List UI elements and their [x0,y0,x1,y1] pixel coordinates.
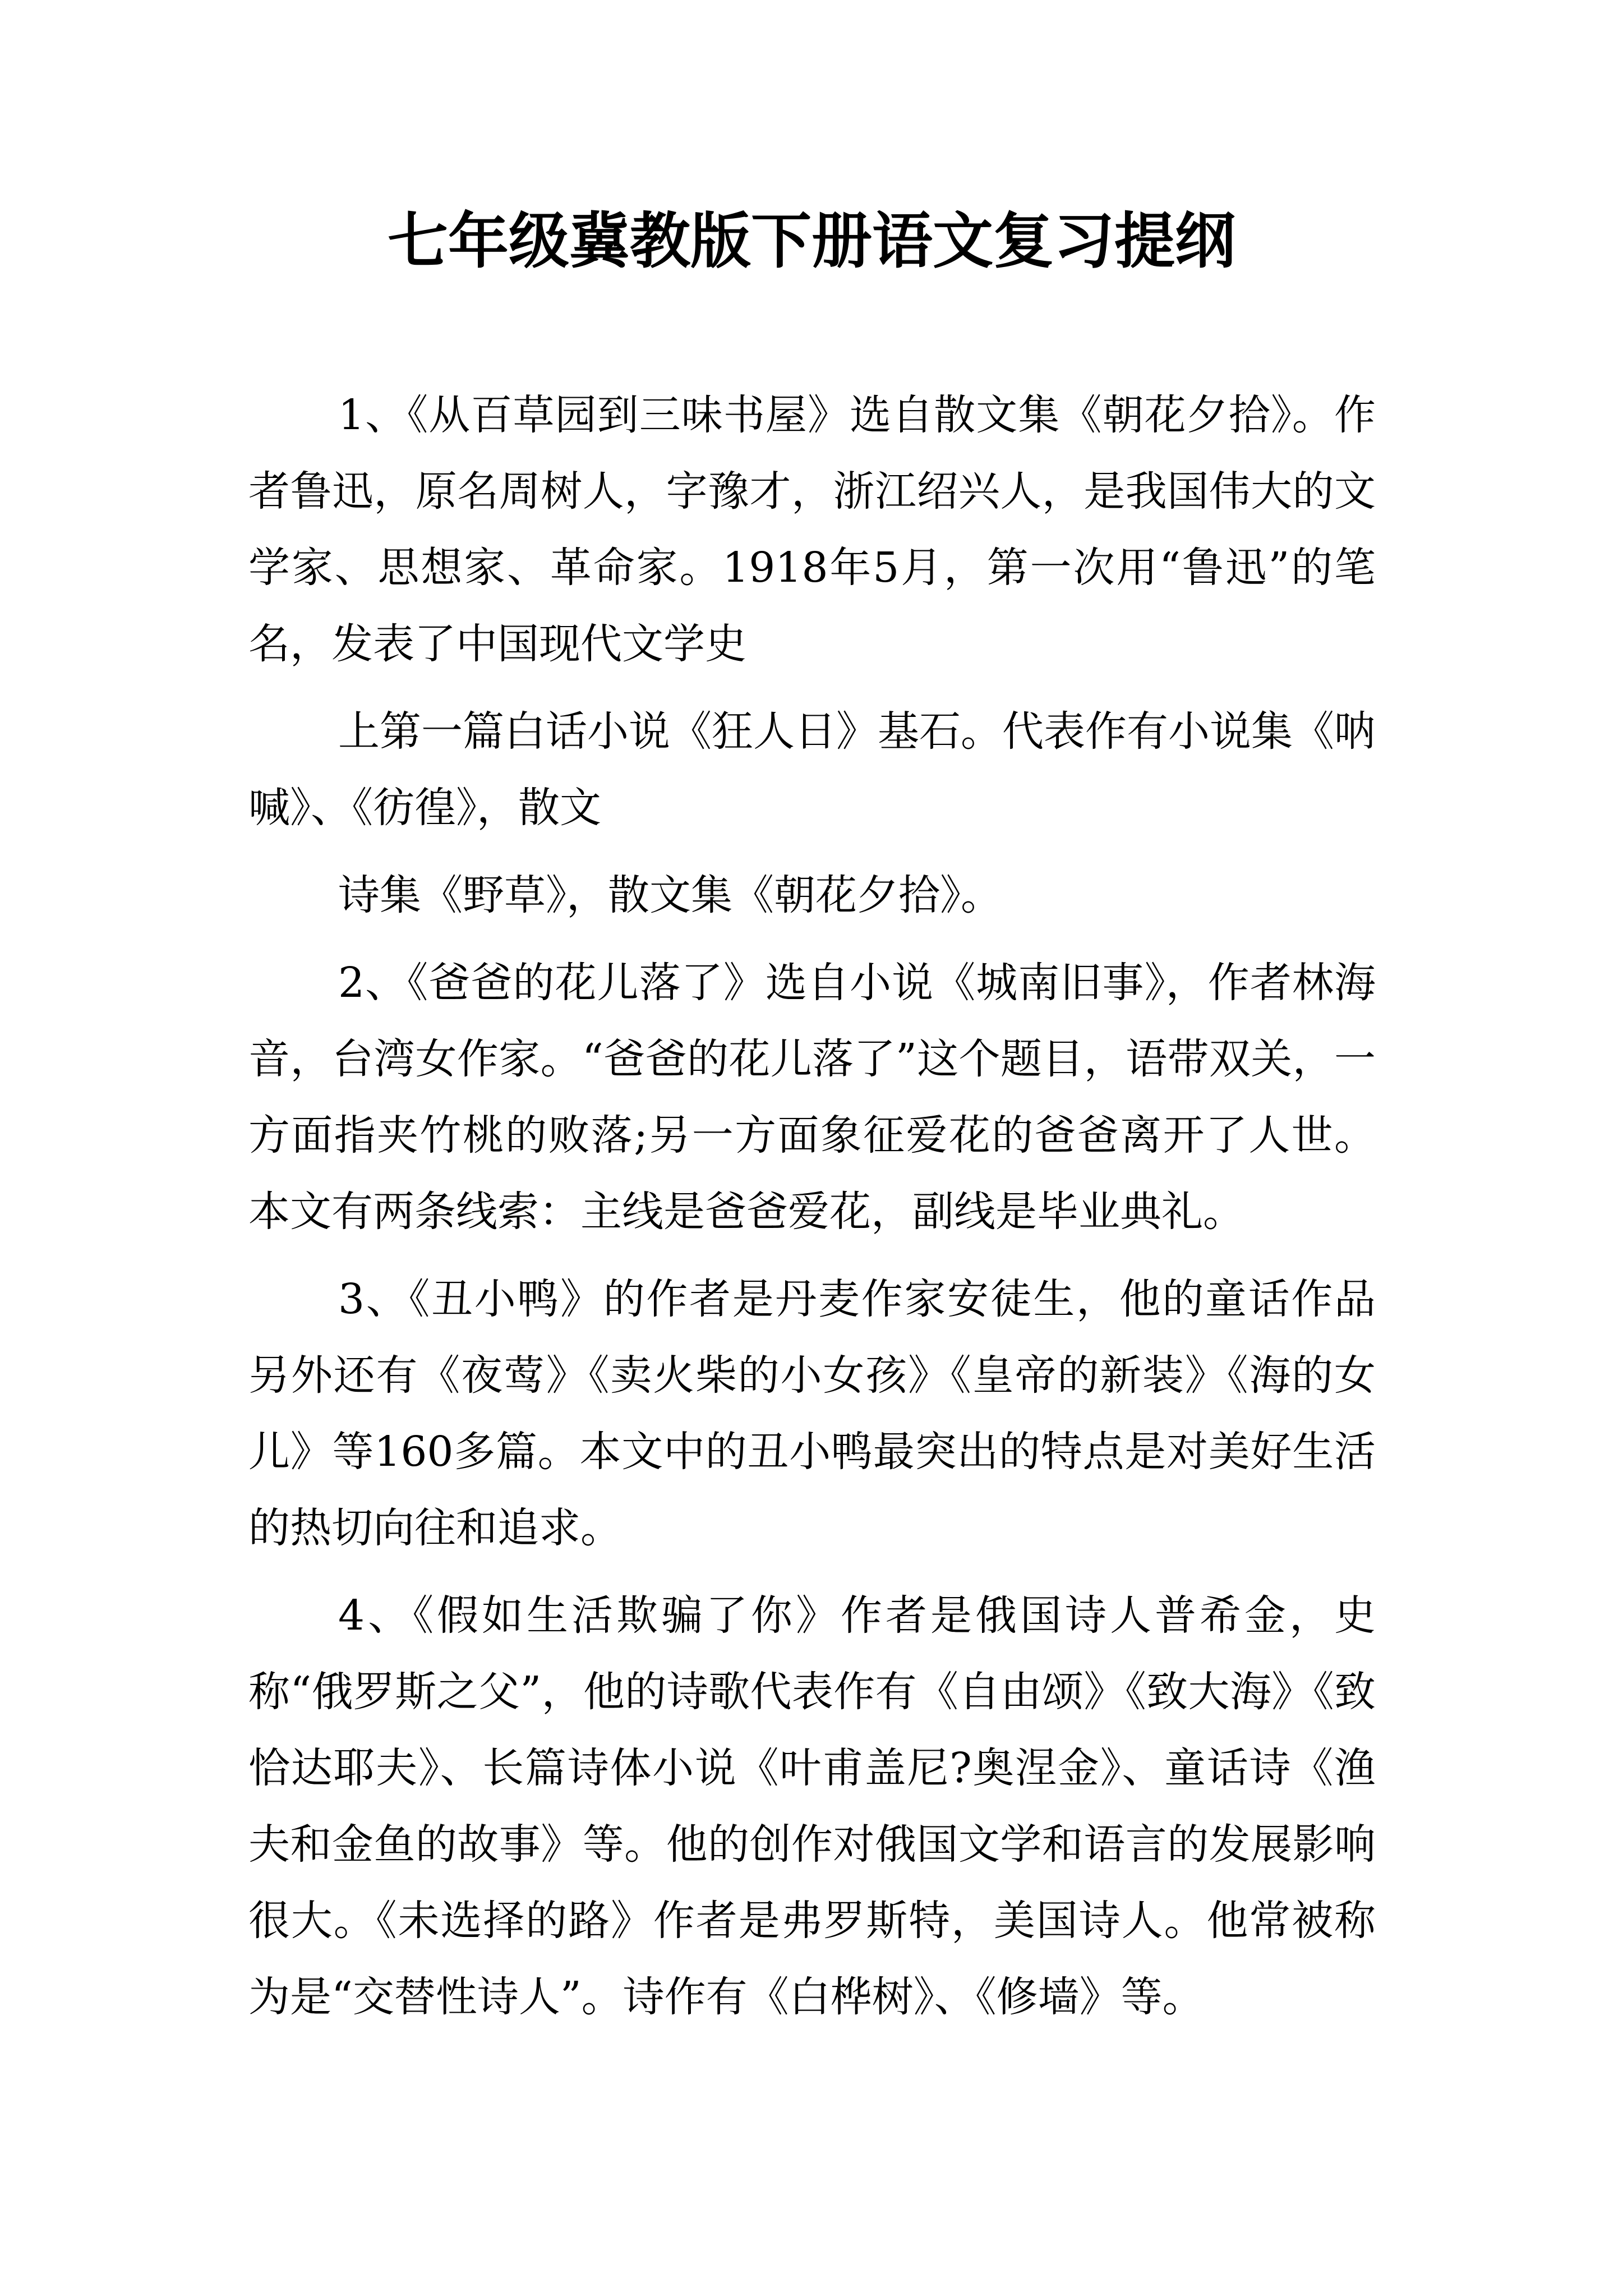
paragraph-2: 2、《爸爸的花儿落了》选自小说《城南旧事》，作者林海音，台湾女作家。“爸爸的花儿落了”这个题目，语带双关，一方面指夹竹桃的败落;另一方面象征爱花的爸爸离开了人世。本文有两条线索：主线是爸爸爱花，副线是毕业典礼。 [248,959,1376,1236]
paragraph-4: 4、《假如生活欺骗了你》作者是俄国诗人普希金，史称“俄罗斯之父”，他的诗歌代表作有《自由颂》《致大海》《致恰达耶夫》、长篇诗体小说《叶甫盖尼?奥涅金》、童话诗《渔夫和金鱼的故事》等。他的创作对俄国文学和语言的发展影响很大。《未选择的路》作者是弗罗斯特，美国诗人。他常被称为是“交替性诗人”。诗作有《白桦树》、《修墙》等。 [248,1591,1376,2021]
paragraph-1-continued: 上第一篇白话小说《狂人日》基石。代表作有小说集《呐喊》、《彷徨》，散文 [248,707,1376,832]
paragraph-1-continued-2: 诗集《野草》，散文集《朝花夕拾》。 [338,871,1002,919]
paragraph-1: 1、《从百草园到三味书屋》选自散文集《朝花夕拾》。作者鲁迅，原名周树人，字豫才，浙江绍兴人，是我国伟大的文学家、思想家、革命家。1918年5月，第一次用“鲁迅”的笔名，发表了中国现代文学史 [248,391,1376,668]
paragraph-3: 3、《丑小鸭》的作者是丹麦作家安徒生，他的童话作品另外还有《夜莺》《卖火柴的小女孩》《皇帝的新装》《海的女儿》等160多篇。本文中的丑小鸭最突出的特点是对美好生活的热切向往和追求。 [248,1275,1376,1552]
document-title: 七年级冀教版下册语文复习提纲 [387,206,1235,277]
document-body [248,377,1376,2035]
